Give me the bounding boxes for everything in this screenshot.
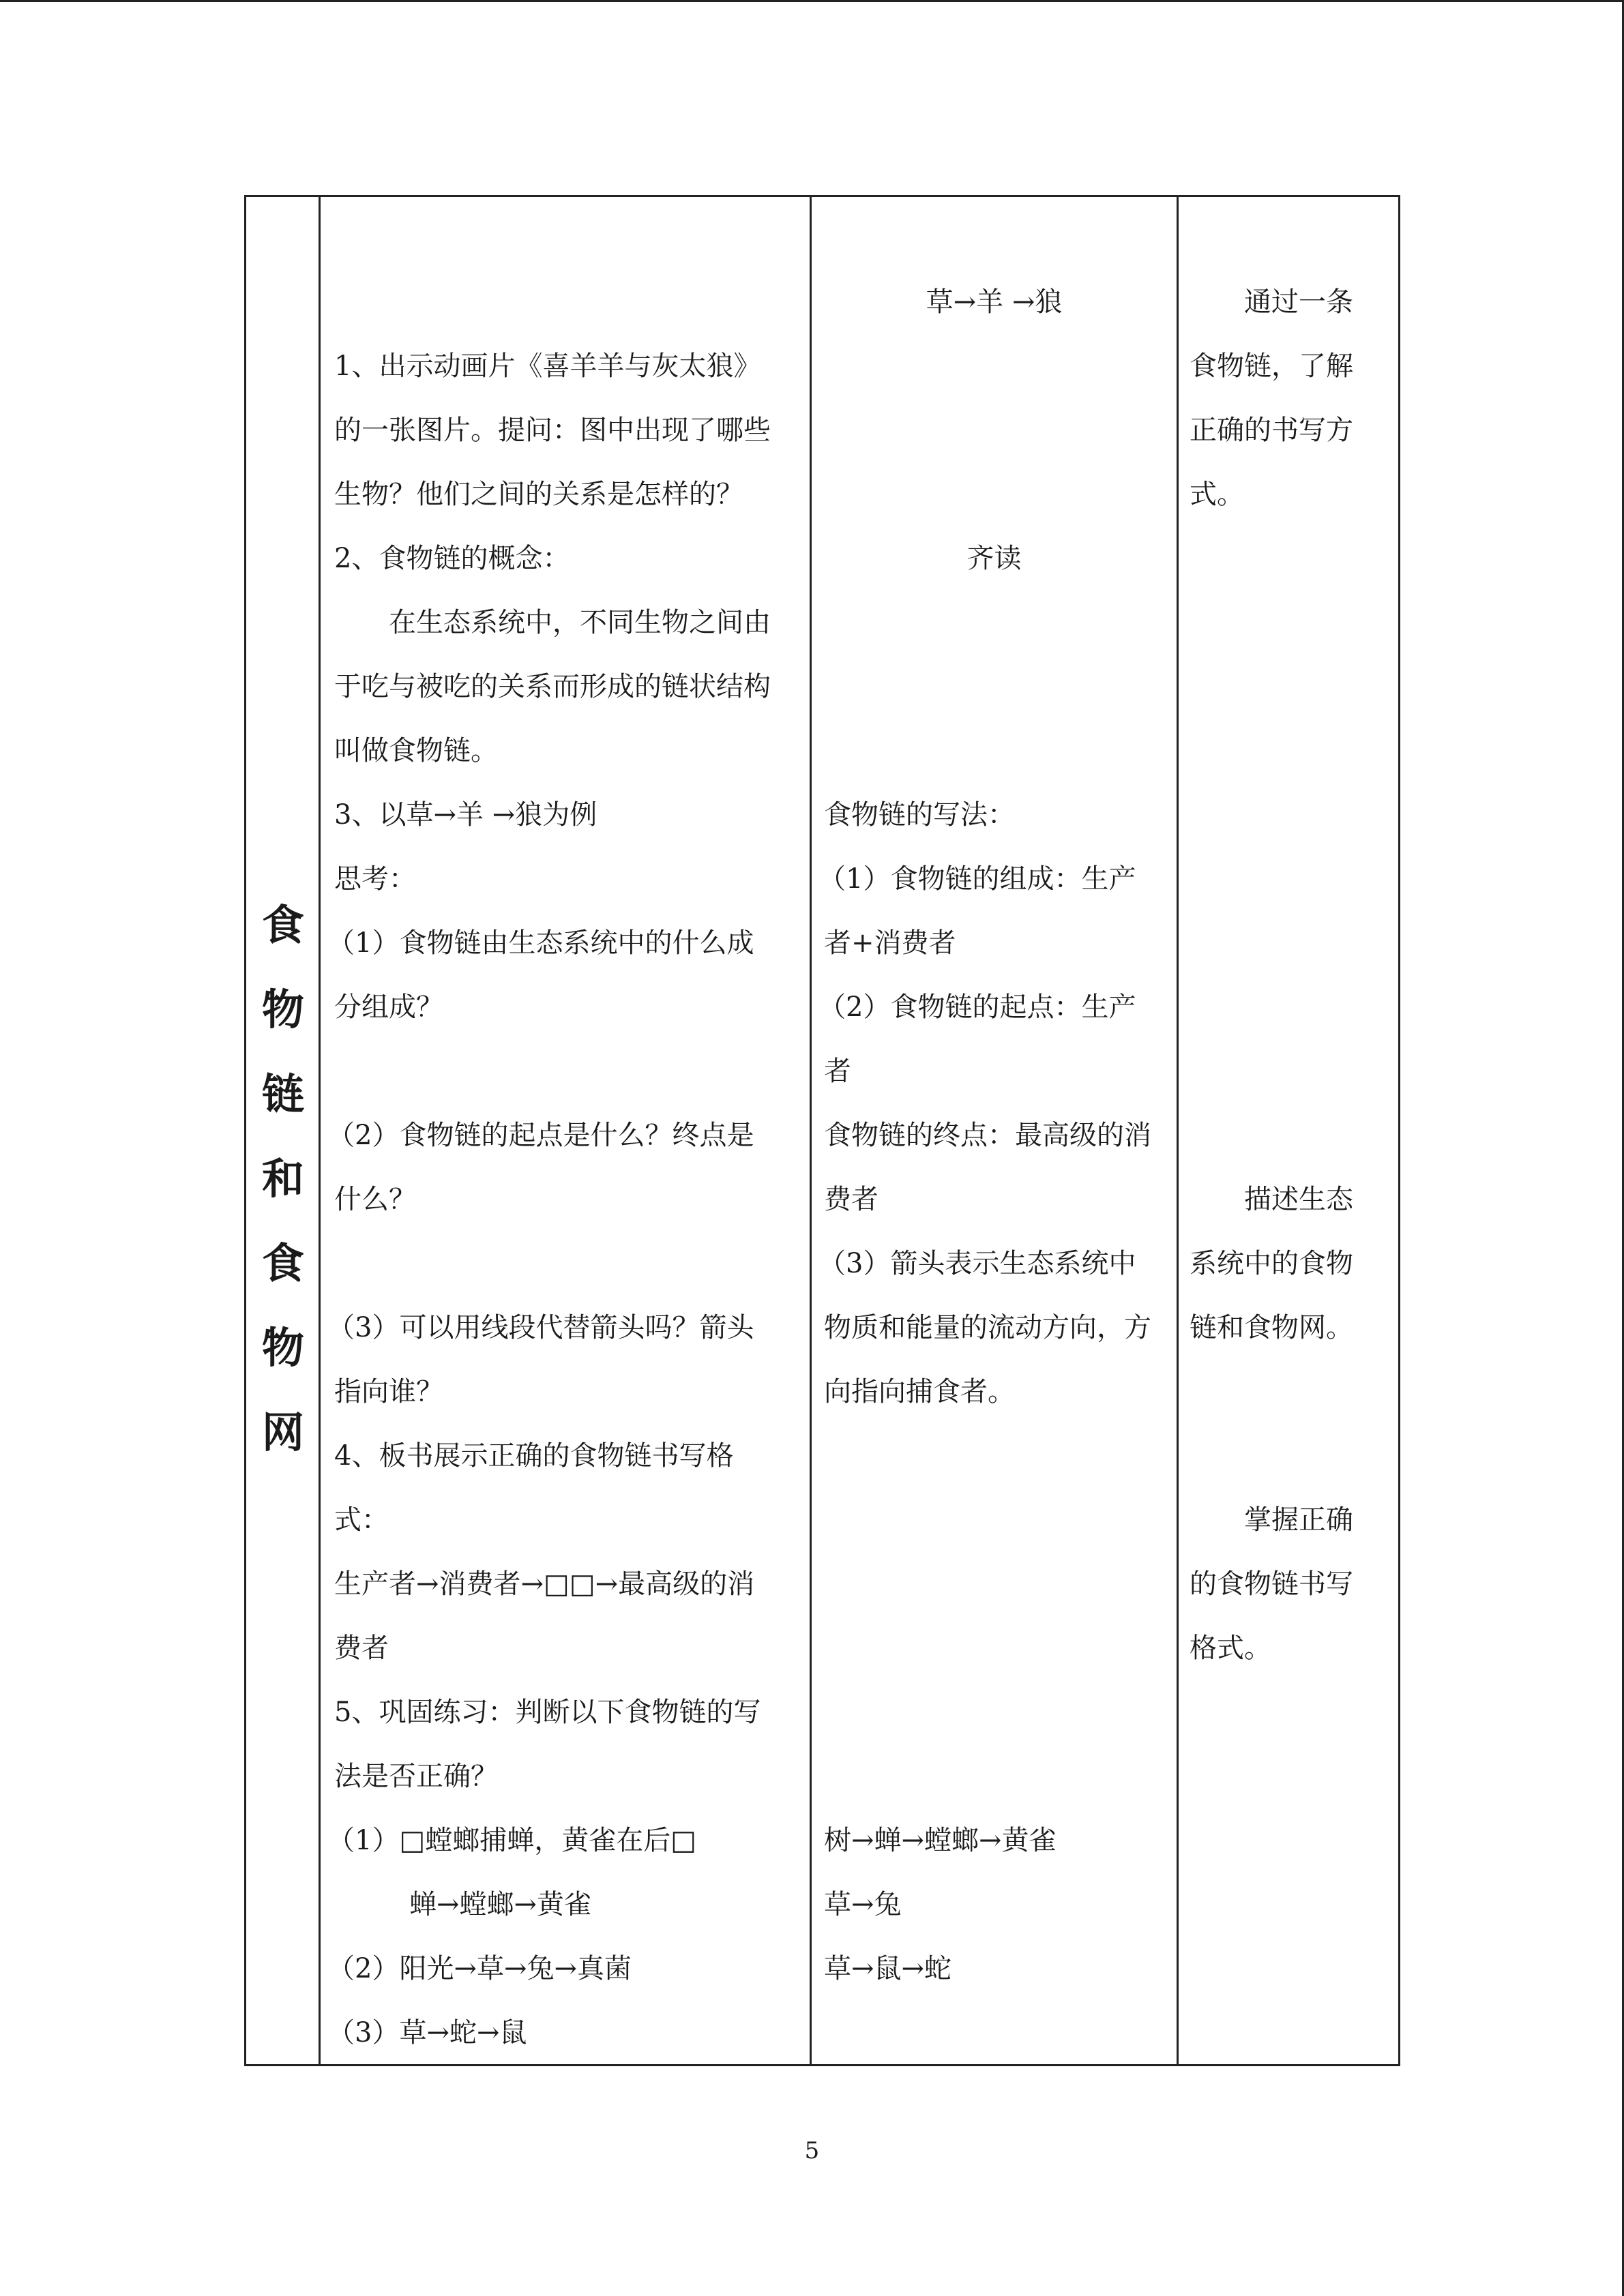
student-line: 者+消费者	[824, 927, 956, 959]
teacher-line: 法是否正确？	[334, 1761, 498, 1792]
student-line: 树→蝉→螳螂→黄雀	[824, 1825, 1057, 1856]
intent-line: 通过一条	[1244, 286, 1353, 318]
teacher-line: 分组成？	[334, 992, 443, 1023]
student-line: 草→兔	[824, 1889, 902, 1920]
teacher-line: 1、出示动画片《喜羊羊与灰太狼》	[334, 351, 761, 382]
intent-line: 系统中的食物	[1190, 1248, 1353, 1279]
student-activity-column	[812, 197, 1177, 2064]
intent-line: 格式。	[1190, 1632, 1271, 1664]
student-line: 物质和能量的流动方向，方	[824, 1312, 1151, 1343]
teacher-line: 2、食物链的概念：	[334, 543, 570, 574]
teacher-line: 5、巩固练习：判断以下食物链的写	[334, 1697, 761, 1728]
topic-char: 食	[261, 900, 304, 950]
teacher-line: 指向谁？	[334, 1376, 443, 1407]
teacher-line: 思考：	[334, 863, 416, 895]
student-line: （1）食物链的组成：生产	[818, 863, 1136, 895]
intent-line: 式。	[1190, 479, 1244, 510]
teacher-line: （2）食物链的起点是什么？终点是	[327, 1120, 754, 1151]
student-line: 向指向捕食者。	[824, 1376, 1015, 1407]
topic-char: 和	[261, 1154, 304, 1204]
teacher-activity-column	[321, 197, 810, 2064]
teacher-line: （3）可以用线段代替箭头吗？箭头	[327, 1312, 754, 1343]
topic-char: 链	[261, 1069, 304, 1119]
student-line: （3）箭头表示生态系统中	[818, 1248, 1136, 1279]
intent-line: 描述生态	[1244, 1184, 1353, 1215]
topic-char: 物	[261, 985, 304, 1034]
student-line: 齐读	[966, 543, 1022, 574]
teacher-line: 生物？他们之间的关系是怎样的？	[334, 479, 743, 510]
intent-line: 食物链，了解	[1190, 351, 1353, 382]
topic-column	[246, 197, 319, 2064]
teacher-line: （1）食物链由生态系统中的什么成	[327, 927, 754, 959]
intent-line: 的食物链书写	[1190, 1568, 1353, 1600]
student-line: （2）食物链的起点：生产	[818, 992, 1136, 1023]
topic-char: 食	[261, 1238, 304, 1288]
student-line: 草→羊 →狼	[926, 286, 1063, 318]
student-line: 食物链的写法：	[824, 799, 1015, 831]
student-line: 草→鼠→蛇	[824, 1953, 952, 1984]
teacher-line: 式：	[334, 1504, 389, 1536]
teacher-line: 什么？	[334, 1184, 416, 1215]
topic-char: 网	[261, 1407, 304, 1457]
teacher-line: 在生态系统中，不同生物之间由	[389, 607, 771, 638]
lesson-table	[244, 195, 1400, 2066]
intent-line: 正确的书写方	[1190, 415, 1353, 446]
student-line: 费者	[824, 1184, 879, 1215]
teacher-line: 于吃与被吃的关系而形成的链状结构	[334, 671, 771, 702]
teacher-line: 费者	[334, 1632, 389, 1664]
teacher-line: 4、板书展示正确的食物链书写格	[334, 1440, 734, 1472]
teacher-line: 3、以草→羊 →狼为例	[334, 799, 597, 831]
page-top-border	[0, 0, 1624, 2]
intent-line: 链和食物网。	[1190, 1312, 1353, 1343]
teacher-line: （1）□螳螂捕蝉，黄雀在后□	[327, 1825, 697, 1856]
teacher-line: 蝉→螳螂→黄雀	[409, 1889, 592, 1920]
student-line: 食物链的终点：最高级的消	[824, 1120, 1151, 1151]
student-line: 者	[824, 1056, 851, 1087]
teacher-line: 的一张图片。提问：图中出现了哪些	[334, 415, 771, 446]
teacher-line: 生产者→消费者→□□→最高级的消	[334, 1568, 755, 1600]
teacher-line: （3）草→蛇→鼠	[327, 2017, 527, 2048]
page-number: 5	[804, 2137, 820, 2164]
topic-char: 物	[261, 1323, 304, 1373]
intent-line: 掌握正确	[1244, 1504, 1353, 1536]
design-intent-column	[1179, 197, 1402, 2064]
teacher-line: （2）阳光→草→兔→真菌	[327, 1953, 632, 1984]
teacher-line: 叫做食物链。	[334, 735, 498, 766]
